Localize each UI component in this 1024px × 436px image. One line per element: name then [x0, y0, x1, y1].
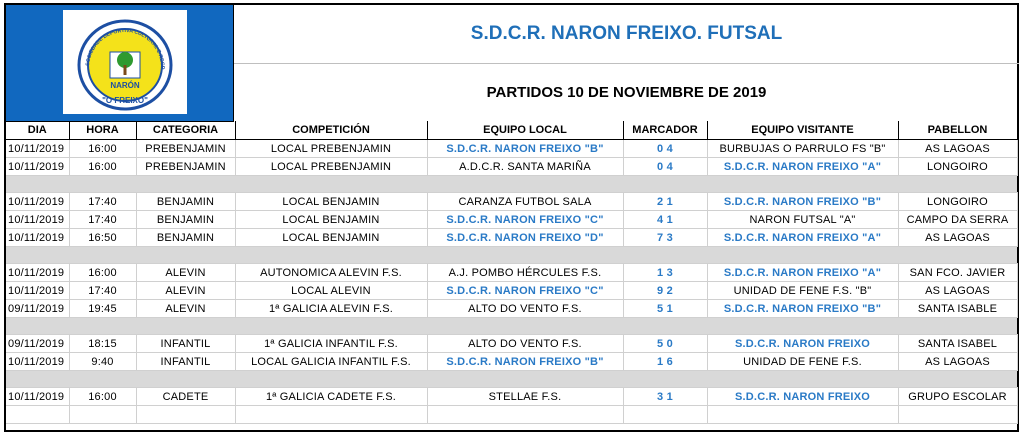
category-cell: CADETE	[136, 388, 235, 406]
club-logo	[63, 10, 187, 114]
group-separator	[6, 371, 1017, 388]
empty-cell	[898, 371, 1017, 388]
empty-cell	[6, 176, 69, 193]
logo-name: NARÓN	[110, 81, 140, 90]
logo-bottom-text: "O FREIXO"	[102, 96, 148, 105]
category-cell: BENJAMIN	[136, 229, 235, 247]
empty-cell	[136, 406, 235, 424]
away-team-cell: UNIDAD DE FENE F.S. "B"	[707, 282, 898, 300]
table-row	[6, 335, 1017, 353]
home-team-cell: S.D.C.R. NARON FREIXO "D"	[427, 229, 623, 247]
col-header: HORA	[69, 121, 136, 140]
date-cell: 10/11/2019	[6, 158, 69, 176]
competition-cell: 1ª GALICIA INFANTIL F.S.	[235, 335, 427, 353]
empty-cell	[6, 371, 69, 388]
venue-cell: CAMPO DA SERRA	[898, 211, 1017, 229]
col-header: MARCADOR	[623, 121, 707, 140]
logo-ring-text: SOCIEDADE DEPORTIVA CULTURAL E RECR	[85, 27, 166, 70]
empty-cell	[707, 176, 898, 193]
category-cell: BENJAMIN	[136, 193, 235, 211]
away-team-cell: BURBUJAS O PARRULO FS "B"	[707, 140, 898, 158]
empty-cell	[707, 247, 898, 264]
score-cell: 9 2	[623, 282, 707, 300]
away-team-cell: S.D.C.R. NARON FREIXO "A"	[707, 229, 898, 247]
home-team-cell: S.D.C.R. NARON FREIXO "B"	[427, 353, 623, 371]
score-cell: 2 1	[623, 193, 707, 211]
col-header: PABELLON	[898, 121, 1017, 140]
venue-cell: AS LAGOAS	[898, 353, 1017, 371]
competition-cell: LOCAL GALICIA INFANTIL F.S.	[235, 353, 427, 371]
empty-cell	[6, 318, 69, 335]
empty-cell	[136, 247, 235, 264]
col-header: EQUIPO LOCAL	[427, 121, 623, 140]
away-team-cell: UNIDAD DE FENE F.S.	[707, 353, 898, 371]
table-row	[6, 264, 1017, 282]
time-cell: 16:00	[69, 388, 136, 406]
empty-cell	[6, 247, 69, 264]
away-team-cell: S.D.C.R. NARON FREIXO "B"	[707, 193, 898, 211]
date-cell: 09/11/2019	[6, 300, 69, 318]
score-cell: 1 6	[623, 353, 707, 371]
table-row	[6, 211, 1017, 229]
time-cell: 16:00	[69, 264, 136, 282]
empty-cell	[427, 371, 623, 388]
time-cell: 17:40	[69, 211, 136, 229]
matches-table	[6, 121, 1018, 424]
home-team-cell: CARANZA FUTBOL SALA	[427, 193, 623, 211]
date-cell: 10/11/2019	[6, 282, 69, 300]
time-cell: 19:45	[69, 300, 136, 318]
empty-cell	[427, 247, 623, 264]
venue-cell: SANTA ISABEL	[898, 335, 1017, 353]
home-team-cell: ALTO DO VENTO F.S.	[427, 300, 623, 318]
table-row	[6, 193, 1017, 211]
time-cell: 18:15	[69, 335, 136, 353]
competition-cell: LOCAL PREBENJAMIN	[235, 140, 427, 158]
group-separator	[6, 247, 1017, 264]
competition-cell: LOCAL BENJAMIN	[235, 229, 427, 247]
table-header-row	[6, 121, 1017, 140]
home-team-cell: STELLAE F.S.	[427, 388, 623, 406]
empty-cell	[136, 318, 235, 335]
empty-cell	[235, 318, 427, 335]
competition-cell: LOCAL BENJAMIN	[235, 193, 427, 211]
venue-cell: LONGOIRO	[898, 193, 1017, 211]
time-cell: 17:40	[69, 282, 136, 300]
away-team-cell: S.D.C.R. NARON FREIXO "A"	[707, 264, 898, 282]
col-header: DIA	[6, 121, 69, 140]
home-team-cell: ALTO DO VENTO F.S.	[427, 335, 623, 353]
table-row	[6, 229, 1017, 247]
club-crest-icon	[63, 10, 187, 114]
venue-cell: AS LAGOAS	[898, 140, 1017, 158]
category-cell: INFANTIL	[136, 353, 235, 371]
page-title: S.D.C.R. NARON FREIXO. FUTSAL	[234, 5, 1019, 64]
empty-cell	[235, 247, 427, 264]
empty-cell	[427, 318, 623, 335]
venue-cell: LONGOIRO	[898, 158, 1017, 176]
time-cell: 9:40	[69, 353, 136, 371]
date-cell: 10/11/2019	[6, 353, 69, 371]
empty-cell	[6, 406, 69, 424]
date-cell: 10/11/2019	[6, 264, 69, 282]
empty-cell	[623, 176, 707, 193]
home-team-cell: S.D.C.R. NARON FREIXO "C"	[427, 211, 623, 229]
competition-cell: 1ª GALICIA CADETE F.S.	[235, 388, 427, 406]
table-row	[6, 388, 1017, 406]
category-cell: PREBENJAMIN	[136, 140, 235, 158]
venue-cell: SAN FCO. JAVIER	[898, 264, 1017, 282]
score-cell: 7 3	[623, 229, 707, 247]
home-team-cell: S.D.C.R. NARON FREIXO "C"	[427, 282, 623, 300]
table-row	[6, 300, 1017, 318]
table-body	[6, 140, 1017, 424]
competition-cell: LOCAL ALEVIN	[235, 282, 427, 300]
empty-cell	[235, 406, 427, 424]
competition-cell: AUTONOMICA ALEVIN F.S.	[235, 264, 427, 282]
empty-cell	[69, 371, 136, 388]
score-cell: 5 0	[623, 335, 707, 353]
venue-cell: SANTA ISABLE	[898, 300, 1017, 318]
group-separator	[6, 176, 1017, 193]
empty-cell	[136, 176, 235, 193]
page-subtitle: PARTIDOS 10 DE NOVIEMBRE DE 2019	[486, 83, 767, 101]
score-cell: 0 4	[623, 158, 707, 176]
date-cell: 10/11/2019	[6, 388, 69, 406]
empty-cell	[623, 371, 707, 388]
away-team-cell: NARON FUTSAL "A"	[707, 211, 898, 229]
empty-cell	[235, 371, 427, 388]
time-cell: 16:00	[69, 140, 136, 158]
score-cell: 0 4	[623, 140, 707, 158]
table-row-empty	[6, 406, 1017, 424]
venue-cell: AS LAGOAS	[898, 229, 1017, 247]
category-cell: INFANTIL	[136, 335, 235, 353]
table-row	[6, 158, 1017, 176]
empty-cell	[623, 318, 707, 335]
table-row	[6, 353, 1017, 371]
empty-cell	[898, 318, 1017, 335]
empty-cell	[427, 176, 623, 193]
competition-cell: 1ª GALICIA ALEVIN F.S.	[235, 300, 427, 318]
category-cell: ALEVIN	[136, 264, 235, 282]
date-cell: 10/11/2019	[6, 193, 69, 211]
score-cell: 1 3	[623, 264, 707, 282]
group-separator	[6, 318, 1017, 335]
category-cell: BENJAMIN	[136, 211, 235, 229]
table-row	[6, 140, 1017, 158]
empty-cell	[707, 406, 898, 424]
away-team-cell: S.D.C.R. NARON FREIXO	[707, 335, 898, 353]
logo-panel	[6, 5, 234, 122]
date-cell: 09/11/2019	[6, 335, 69, 353]
away-team-cell: S.D.C.R. NARON FREIXO "B"	[707, 300, 898, 318]
empty-cell	[707, 318, 898, 335]
empty-cell	[69, 247, 136, 264]
empty-cell	[898, 176, 1017, 193]
away-team-cell: S.D.C.R. NARON FREIXO	[707, 388, 898, 406]
empty-cell	[707, 371, 898, 388]
home-team-cell: A.J. POMBO HÉRCULES F.S.	[427, 264, 623, 282]
category-cell: ALEVIN	[136, 282, 235, 300]
venue-cell: AS LAGOAS	[898, 282, 1017, 300]
away-team-cell: S.D.C.R. NARON FREIXO "A"	[707, 158, 898, 176]
empty-cell	[69, 406, 136, 424]
time-cell: 17:40	[69, 193, 136, 211]
score-cell: 4 1	[623, 211, 707, 229]
score-cell: 5 1	[623, 300, 707, 318]
score-cell: 3 1	[623, 388, 707, 406]
col-header: CATEGORIA	[136, 121, 235, 140]
empty-cell	[898, 247, 1017, 264]
time-cell: 16:50	[69, 229, 136, 247]
empty-cell	[427, 406, 623, 424]
empty-cell	[623, 247, 707, 264]
home-team-cell: A.D.C.R. SANTA MARIÑA	[427, 158, 623, 176]
competition-cell: LOCAL PREBENJAMIN	[235, 158, 427, 176]
empty-cell	[235, 176, 427, 193]
home-team-cell: S.D.C.R. NARON FREIXO "B"	[427, 140, 623, 158]
category-cell: PREBENJAMIN	[136, 158, 235, 176]
empty-cell	[69, 318, 136, 335]
date-cell: 10/11/2019	[6, 140, 69, 158]
competition-cell: LOCAL BENJAMIN	[235, 211, 427, 229]
category-cell: ALEVIN	[136, 300, 235, 318]
date-cell: 10/11/2019	[6, 229, 69, 247]
schedule-sheet	[4, 3, 1019, 432]
empty-cell	[623, 406, 707, 424]
empty-cell	[69, 176, 136, 193]
time-cell: 16:00	[69, 158, 136, 176]
table-row	[6, 282, 1017, 300]
empty-cell	[136, 371, 235, 388]
empty-cell	[898, 406, 1017, 424]
col-header: EQUIPO VISITANTE	[707, 121, 898, 140]
venue-cell: GRUPO ESCOLAR	[898, 388, 1017, 406]
col-header: COMPETICIÓN	[235, 121, 427, 140]
date-cell: 10/11/2019	[6, 211, 69, 229]
